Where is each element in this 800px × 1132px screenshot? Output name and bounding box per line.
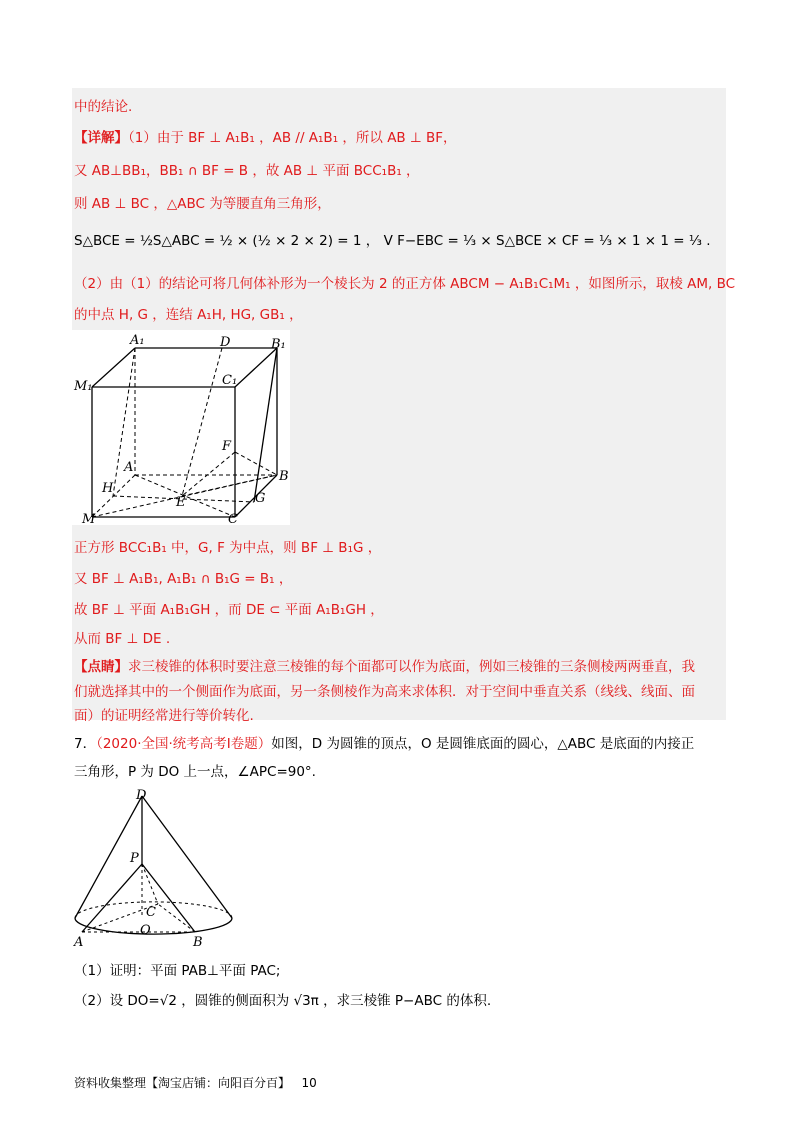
- cone-label-C: C: [146, 905, 156, 920]
- cone-label-D: D: [136, 788, 147, 803]
- page-number: 10: [301, 1076, 317, 1090]
- solution-line-8: 又 BF ⊥ A₁B₁, A₁B₁ ∩ B₁G = B₁ ，: [74, 571, 293, 587]
- cube-label-E: E: [176, 495, 186, 510]
- footer: [74, 1074, 317, 1091]
- cone-label-A: A: [74, 935, 84, 950]
- note-line-1: [74, 658, 695, 676]
- note-tag: 【点睛】: [74, 659, 128, 675]
- cube-label-F: F: [222, 439, 232, 454]
- cube-label-G: G: [255, 491, 266, 506]
- cube-label-D: D: [220, 335, 231, 350]
- cone-label-P: P: [130, 851, 139, 866]
- cone-label-B: B: [193, 935, 203, 950]
- solution-line-5: （2）由（1）的结论可将几何体补形为一个棱长为 2 的正方体 ABCM − A₁B₁C₁M₁ ，如图所示，取棱 AM, BC: [74, 276, 736, 292]
- note-line-3: 面）的证明经常进行等价转化.: [74, 708, 254, 724]
- footer-text: 资料收集整理【淘宝店铺：向阳百分百】: [74, 1076, 291, 1090]
- note-text-1: 求三棱锥的体积时要注意三棱锥的每个面都可以作为底面，例如三棱锥的三条侧棱两两垂直，我: [128, 659, 695, 675]
- solution-line-4: S△BCE = ½S△ABC = ½ × (½ × 2 × 2) = 1 ， V F−EBC = ⅓ × S△BCE × CF = ⅓ × 1 × 1 = ⅓ .: [74, 233, 711, 249]
- cube-figure: [72, 330, 290, 525]
- cube-label-M1: M₁: [74, 379, 93, 394]
- cube-label-C: C: [228, 512, 238, 525]
- problem-source: （2020·全国·统考高考Ⅰ卷题）: [96, 736, 272, 752]
- solution-line-6: 的中点 H, G ，连结 A₁H, HG, GB₁ ，: [74, 307, 303, 323]
- cube-label-B1: B₁: [271, 337, 286, 352]
- cone-figure: [70, 788, 245, 953]
- solution-line-1: [74, 129, 457, 147]
- cube-label-H: H: [102, 481, 114, 496]
- solution-line-7: 正方形 BCC₁B₁ 中，G, F 为中点，则 BF ⊥ B₁G ，: [74, 540, 382, 556]
- cone-label-O: O: [140, 923, 151, 938]
- cube-label-A1: A₁: [130, 333, 145, 348]
- problem-number: 7．: [74, 736, 97, 752]
- solution-line-0: 中的结论.: [74, 99, 133, 115]
- question-1: （1）证明：平面 PAB⊥平面 PAC;: [74, 963, 281, 979]
- problem-7-line-2: 三角形，P 为 DO 上一点，∠APC=90°.: [74, 764, 316, 780]
- question-2: （2）设 DO=√2 ，圆锥的侧面积为 √3π ，求三棱锥 P−ABC 的体积.: [74, 993, 492, 1009]
- problem-text-1: 如图，D 为圆锥的顶点，O 是圆锥底面的圆心，△ABC 是底面的内接正: [271, 736, 695, 752]
- cube-label-A: A: [124, 460, 134, 475]
- cube-label-B: B: [279, 469, 289, 484]
- detail-text: （1）由于 BF ⊥ A₁B₁ ，AB // A₁B₁ ，所以 AB ⊥ BF，: [128, 130, 457, 146]
- solution-line-3: 则 AB ⊥ BC ，△ABC 为等腰直角三角形，: [74, 196, 331, 212]
- cube-label-C1: C₁: [222, 373, 238, 388]
- solution-line-9: 故 BF ⊥ 平面 A₁B₁GH ，而 DE ⊂ 平面 A₁B₁GH ，: [74, 602, 384, 618]
- solution-line-10: 从而 BF ⊥ DE .: [74, 631, 171, 647]
- detail-tag: 【详解】: [74, 130, 128, 146]
- problem-7-line-1: [74, 735, 694, 753]
- note-line-2: 们就选择其中的一个侧面作为底面，另一条侧棱作为高来求体积．对于空间中垂直关系（线线、线面、面: [74, 684, 695, 700]
- cube-label-M: M: [82, 512, 96, 525]
- solution-line-2: 又 AB⊥BB₁，BB₁ ∩ BF = B ，故 AB ⊥ 平面 BCC₁B₁ ，: [74, 163, 420, 179]
